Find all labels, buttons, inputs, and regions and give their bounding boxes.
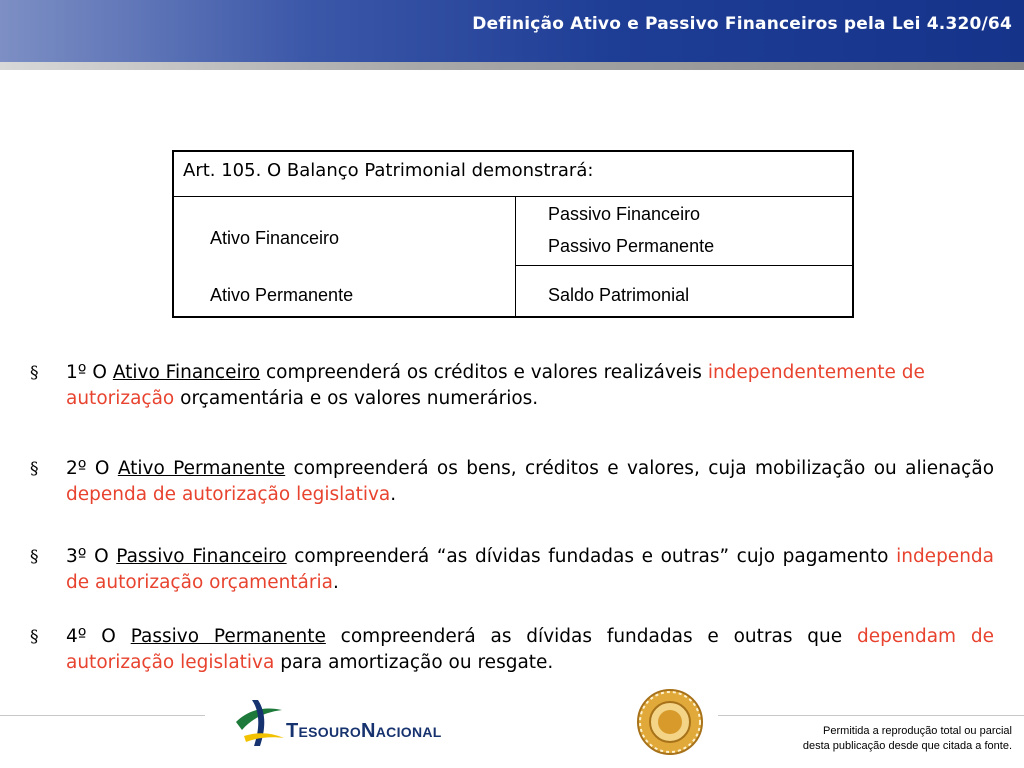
cell-passivo-financeiro: Passivo Financeiro: [548, 204, 701, 224]
section-bullet: §: [30, 547, 39, 567]
highlight-text: independa de autorização orçamentária: [66, 546, 994, 593]
paragraph-1: [30, 360, 994, 412]
paragraph-2: [30, 456, 994, 508]
tesouro-nacional-emblem-icon: [230, 692, 290, 752]
term-ativo-financeiro: Ativo Financeiro: [112, 362, 261, 383]
page-title: Definição Ativo e Passivo Financeiros pela Lei 4.320/64: [472, 14, 1012, 34]
cell-ativo-permanente: Ativo Permanente: [210, 285, 354, 305]
cell-passivo-permanente: Passivo Permanente: [548, 236, 715, 256]
header-banner: [0, 0, 1024, 62]
table-heading: Art. 105. O Balanço Patrimonial demonstrará:: [174, 152, 852, 197]
term-passivo-permanente: Passivo Permanente: [130, 626, 326, 647]
footer-note: [803, 724, 1012, 754]
paragraph-text: 1º O Ativo Financeiro compreenderá os créditos e valores realizáveis independentemente de autorização orçamentária e os valores numerários.: [66, 362, 925, 409]
highlight-text: dependam de autorização legislativa: [66, 626, 995, 673]
cell-ativo-financeiro: Ativo Financeiro: [210, 228, 340, 248]
paragraph-3: [30, 544, 994, 596]
term-ativo-permanente: Ativo Permanente: [117, 458, 286, 479]
table-divider-vertical: [515, 197, 516, 318]
section-bullet: §: [30, 363, 39, 383]
balance-sheet-table: [172, 150, 854, 318]
footer-note-line-2: desta publicação desde que citada a fonte.: [802, 740, 1012, 752]
header-divider: [0, 62, 1024, 70]
footer-note-line-1: Permitida a reprodução total ou parcial: [823, 725, 1012, 737]
paragraph-text: 4º O Passivo Permanente compreenderá as dívidas fundadas e outras que dependam de autorização legislativa para amortização ou resgate.: [66, 626, 995, 673]
section-bullet: §: [30, 459, 39, 479]
footer-rule-left: [0, 715, 205, 716]
tesouro-nacional-logo: [230, 692, 440, 752]
cfc-seal-icon: [636, 688, 704, 756]
paragraph-4: [30, 624, 994, 676]
cell-saldo-patrimonial: Saldo Patrimonial: [548, 285, 690, 305]
highlight-text: independentemente de autorização: [66, 362, 925, 409]
footer-rule-right: [718, 715, 1024, 716]
term-passivo-financeiro: Passivo Financeiro: [116, 546, 287, 567]
paragraph-text: 2º O Ativo Permanente compreenderá os bens, créditos e valores, cuja mobilização ou alienação dependa de autorização legislativa.: [66, 458, 995, 505]
paragraph-text: 3º O Passivo Financeiro compreenderá “as dívidas fundadas e outras” cujo pagamento independa de autorização orçamentária.: [66, 546, 994, 593]
section-bullet: §: [30, 627, 39, 647]
tesouro-nacional-wordmark: TESOURONACIONAL: [286, 720, 442, 742]
table-divider-horizontal: [515, 265, 854, 266]
highlight-text: dependa de autorização legislativa: [66, 484, 391, 505]
